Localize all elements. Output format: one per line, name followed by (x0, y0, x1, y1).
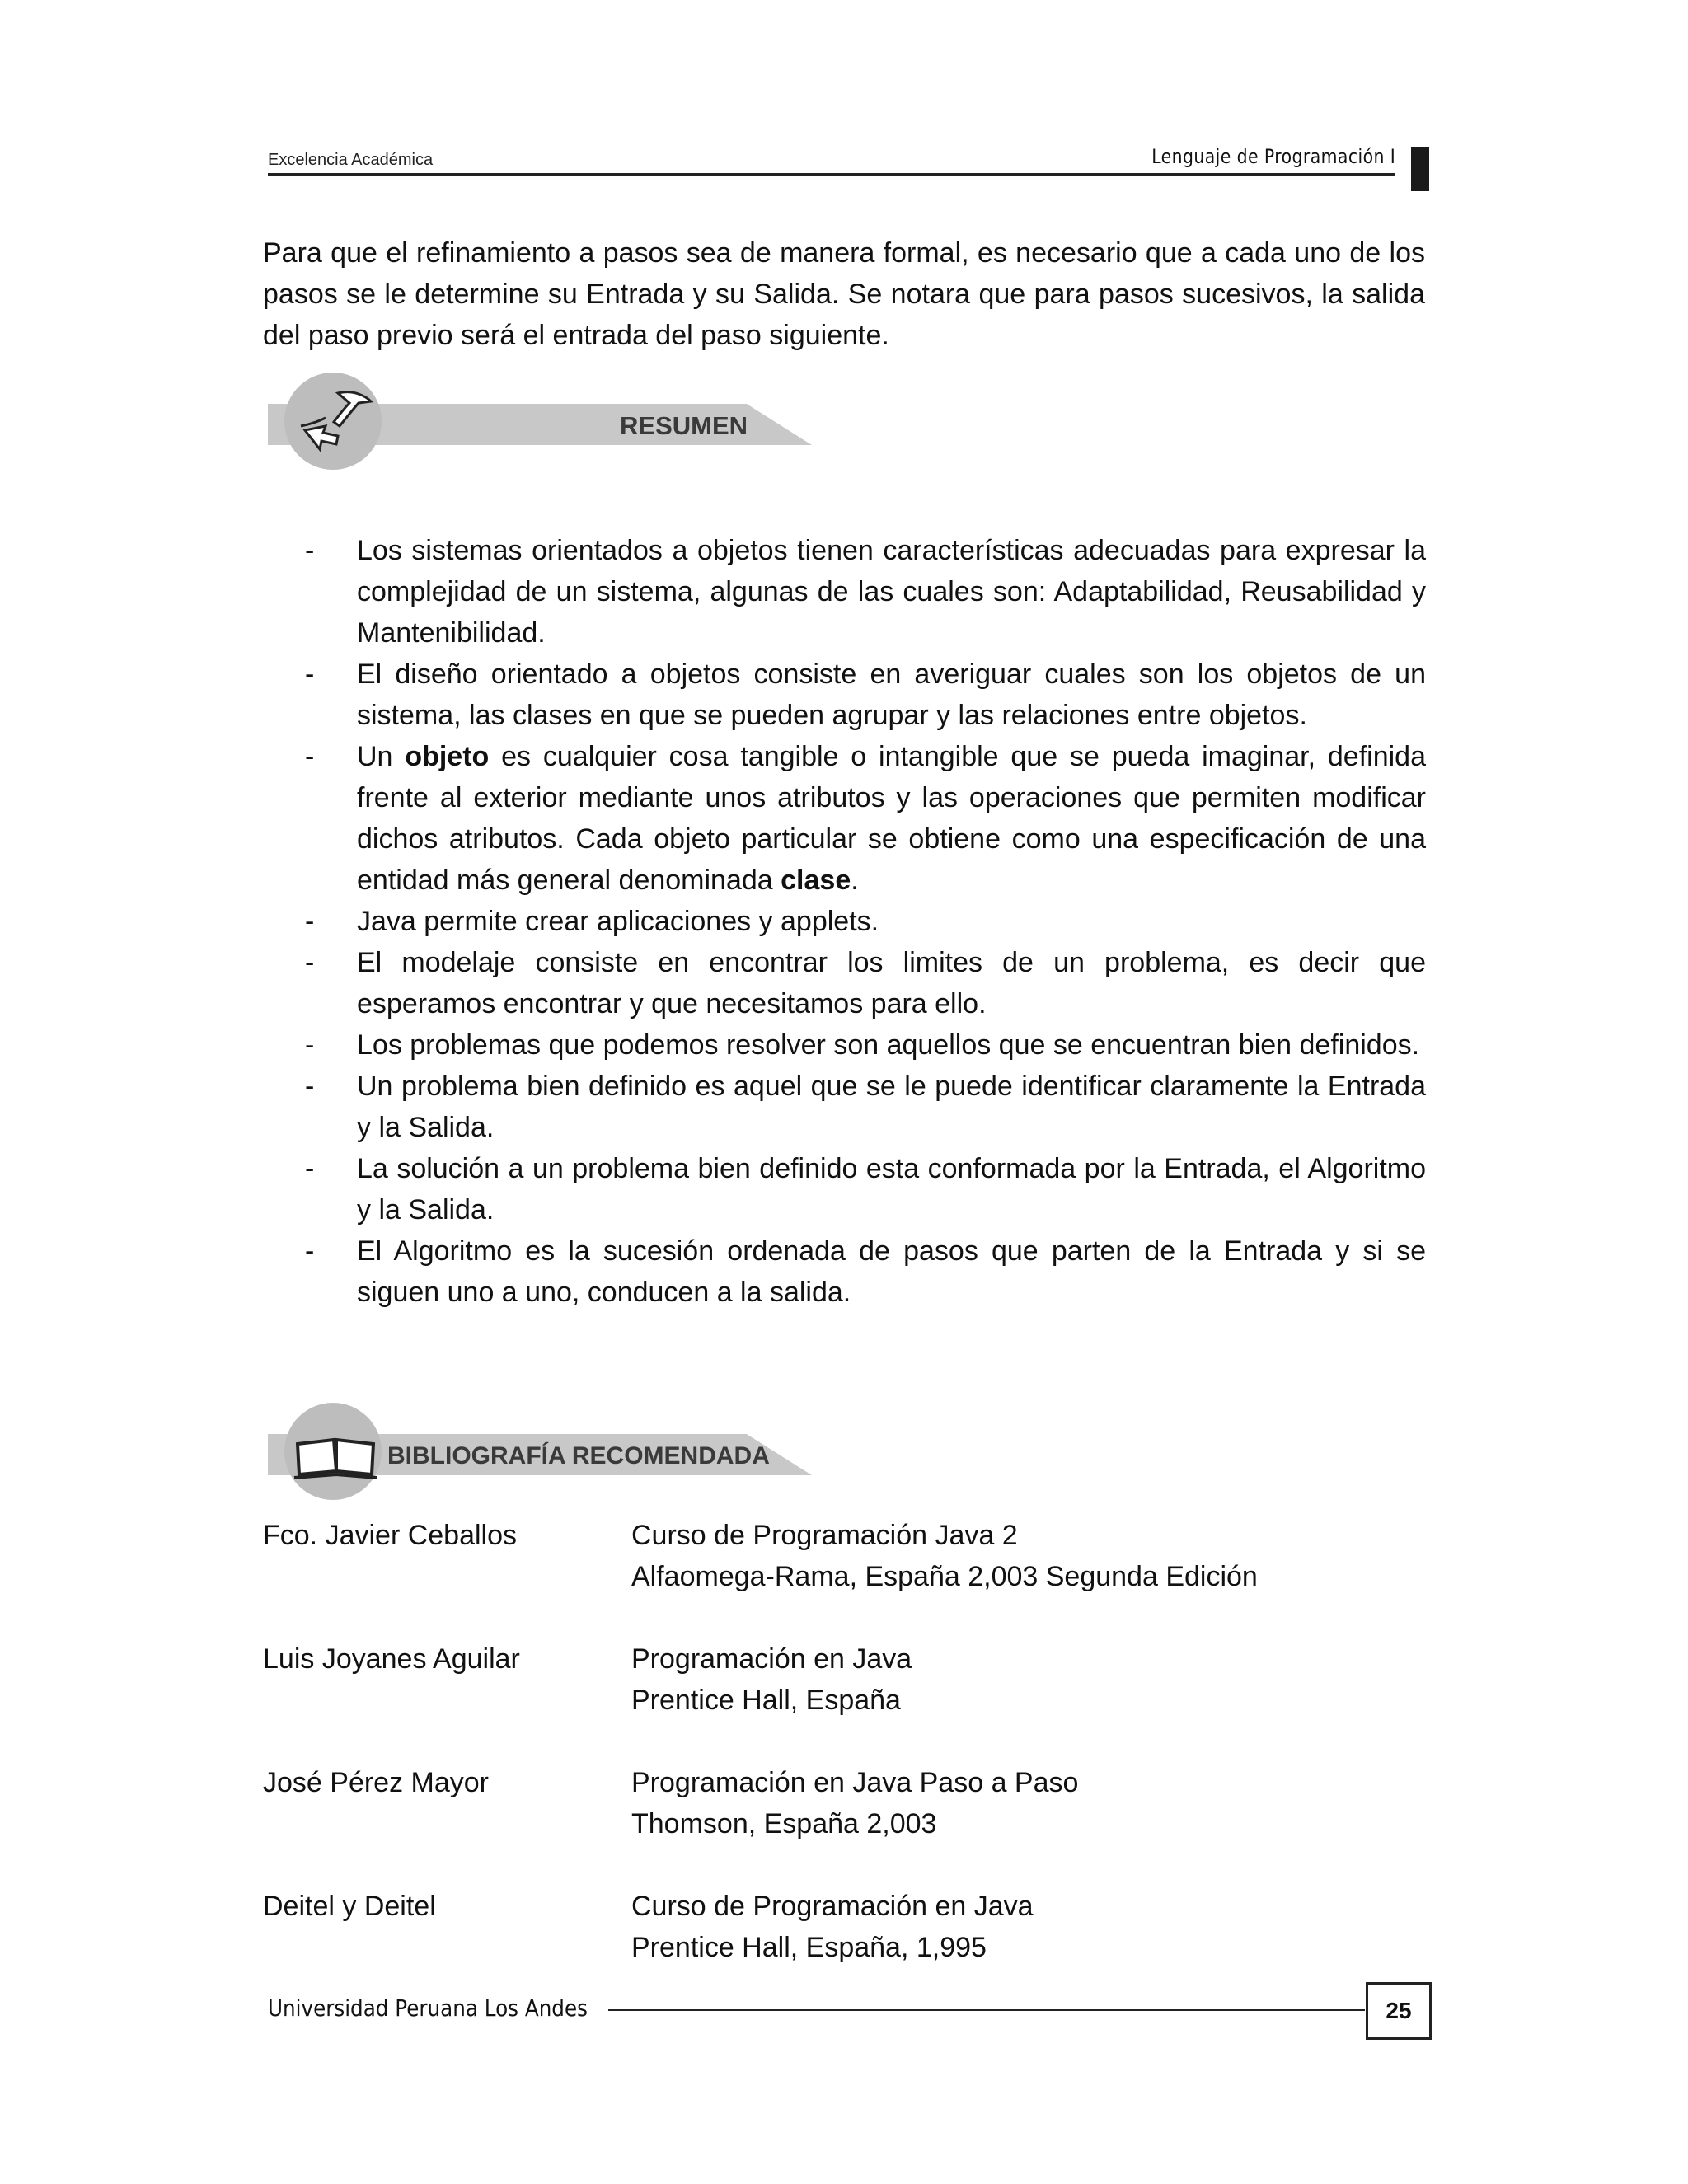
bibliography-list (263, 1515, 1425, 2009)
bib-entry (263, 1762, 1425, 1844)
list-item: - La solución a un problema bien definido esta conformada por la Entrada, el Algoritmo y la Salida. (305, 1153, 1426, 1226)
resumen-title: RESUMEN (620, 411, 748, 440)
footer-rule (608, 2009, 1365, 2011)
book-icon (291, 1432, 382, 1481)
bold-term-clase: clase (781, 865, 851, 896)
list-item: - El Algoritmo es la sucesión ordenada de pasos que parten de la Entrada y si se siguen uno a uno, conducen a la salida. (305, 1235, 1426, 1308)
bib-publisher: Thomson, España 2,003 (631, 1808, 937, 1840)
bib-author: Deitel y Deitel (263, 1891, 436, 1922)
bib-entry (263, 1515, 1425, 1597)
header-right: Lenguaje de Programación I (1151, 145, 1395, 168)
list-item: - Un problema bien definido es aquel que se le puede identificar claramente la Entrada y la Salida. (305, 1071, 1426, 1143)
resumen-banner (268, 373, 828, 471)
bib-title: Curso de Programación en Java (631, 1891, 1034, 1922)
bold-term-objeto: objeto (405, 741, 490, 772)
list-item: - Java permite crear aplicaciones y applets. (305, 906, 879, 937)
intro-paragraph: Para que el refinamiento a pasos sea de manera formal, es necesario que a cada uno de los pasos se le determine su Entrada y su Salida. Se notara que para pasos sucesivos, la salida del paso previo será el entrada del paso siguiente. (263, 237, 1425, 351)
bib-entry (263, 1886, 1425, 1968)
header-tab-marker (1411, 147, 1429, 191)
resumen-list (305, 530, 1426, 1313)
bibliografia-banner (268, 1403, 828, 1502)
bib-publisher: Prentice Hall, España (631, 1685, 901, 1716)
list-item: - El modelaje consiste en encontrar los limites de un problema, es decir que esperamos encontrar y que necesitamos para ello. (305, 947, 1426, 1019)
list-item: - Un objeto es cualquier cosa tangible o intangible que se pueda imaginar, definida frente al exterior mediante unos atributos y las operaciones que permiten modificar dichos atributos. Cada objeto particular se obtiene como una especificación de una entidad más general denominada clase. (305, 736, 1426, 901)
bib-publisher: Prentice Hall, España, 1,995 (631, 1932, 987, 1963)
header-left: Excelencia Académica (268, 151, 434, 169)
bib-title: Programación en Java (631, 1643, 912, 1675)
list-item: - Los sistemas orientados a objetos tienen características adecuadas para expresar la complejidad de un sistema, algunas de las cuales son: Adaptabilidad, Reusabilidad y Mantenibilidad. (305, 535, 1426, 649)
list-item-text: Un objeto es cualquier cosa tangible o intangible que se pueda imaginar, definida frente al exterior mediante unos atributos y las operaciones que permiten modificar dichos atributos. Cada objeto particular se obtiene como una especificación de una entidad más general denominada clase. (357, 741, 1426, 896)
bib-author: Luis Joyanes Aguilar (263, 1643, 520, 1675)
page-number: 25 (1366, 1982, 1432, 2040)
footer-university: Universidad Peruana Los Andes (268, 1994, 588, 2022)
bibliografia-title: BIBLIOGRAFÍA RECOMENDADA (387, 1442, 770, 1469)
list-item: - El diseño orientado a objetos consiste en averiguar cuales son los objetos de un sistema, las clases en que se pueden agrupar y las relaciones entre objetos. (305, 658, 1426, 731)
bib-author: Fco. Javier Ceballos (263, 1520, 518, 1551)
bib-publisher: Alfaomega-Rama, España 2,003 Segunda Edición (631, 1561, 1258, 1592)
bib-title: Curso de Programación Java 2 (631, 1520, 1018, 1551)
bib-entry (263, 1638, 1425, 1721)
bib-title: Programación en Java Paso a Paso (631, 1767, 1079, 1798)
header-rule (268, 173, 1395, 176)
bib-author: José Pérez Mayor (263, 1767, 489, 1798)
list-item: - Los problemas que podemos resolver son aquellos que se encuentran bien definidos. (305, 1029, 1420, 1061)
arrows-icon (288, 385, 379, 459)
